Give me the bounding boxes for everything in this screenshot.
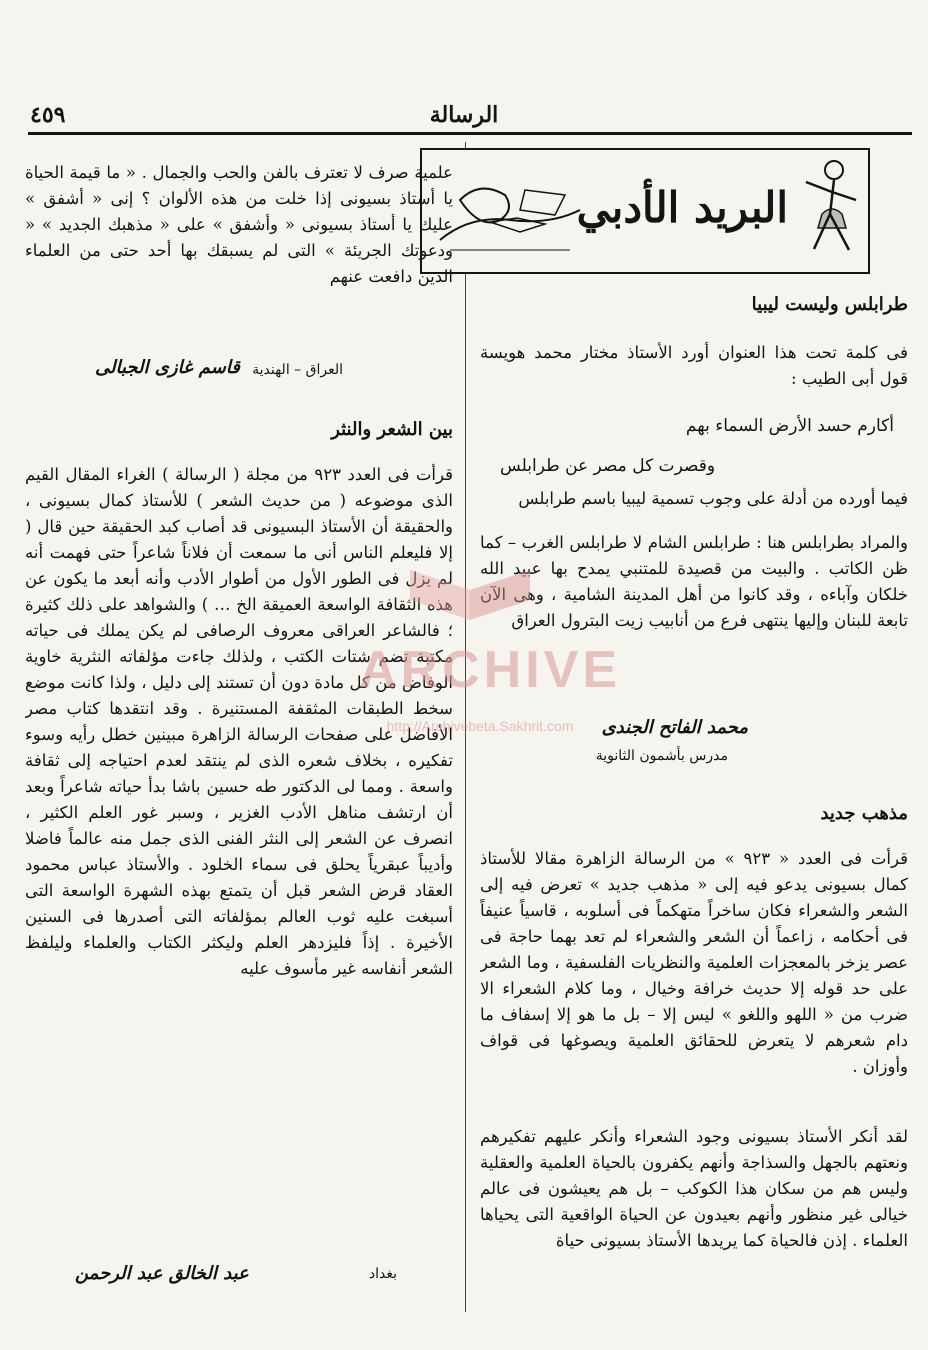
archive-book-logo-icon [400,560,540,630]
author-signature: قاسم غازى الجبالى [95,357,240,378]
author-signature: محمد الفاتح الجندى [601,717,748,738]
watermark-url: http://Archivebeta.Sakhrit.com [386,718,574,734]
illustration-reading-figure-icon [430,160,590,260]
header-rule [28,132,912,135]
article-paragraph: علمية صرف لا تعترف بالفن والحب والجمال . « ما قيمة الحياة يا أستاذ بسيونى إذا خلت من هذه الألوان ؟ إنى « أشفق » عليك يا أستاذ بسيونى « وأشفق » على « مذهبك الجديد » « ودعوتك الجريئة » التى لم يسبقك بها أحد حتى من العلماء الذين دافعت عنهم [25,163,453,286]
page-number: ٤٥٩ [30,102,66,128]
section-banner [420,148,870,274]
article-paragraph: لقد أنكر الأستاذ بسيونى وجود الشعراء وأنكر عليهم تفكيرهم ونعتهم بالجهل والسذاجة وأنهم يكفرون بالحياة العلمية والعقلية وليس هم من سكان هذا الكوكب – بل هم يعيشون فى عالم خيالى غير منظور وأنهم بعيدون عن الحياة الواقعية التى يحياها العلماء . إذن فالحياة كما يريدها الأستاذ بسيونى حياة [480,1127,908,1250]
article-paragraph: قرأت فى العدد « ٩٢٣ » من الرسالة الزاهرة مقالا للأستاذ كمال بسيونى يدعو فيه إلى « مذهب جديد » تعرض فيه إلى الشعر والشعراء فكان ساخراً متهكماً فى أسلوبه ، قاسياً عنيفاً فى أحكامه ، زاعماً أن الشعر والشعراء لم تعد بهما حاجة فى عصر يزخر بالمعجزات العلمية والنظريات الفلسفية ، وما الشعر على حد قوله إلا حديث خرافة وخيال ، وما كلام الشعراء الا ضرب من « اللهو واللغو » ليس إلا – بل ما هو إلا إسفاف ما دام شعرهم لا يتعرض للحقائق العلمية ويصوغها فى قواف وأوزان . [480,849,908,1076]
author-location: العراق – الهندية [252,362,343,378]
author-signature: عبد الخالق عبد الرحمن [75,1263,249,1284]
magazine-title: الرسالة [429,102,499,128]
verse-line: وقصرت كل مصر عن طرابلس [500,456,716,476]
author-location: بغداد [368,1266,397,1282]
article-paragraph: فى كلمة تحت هذا العنوان أورد الأستاذ مختار محمد هويسة قول أبى الطيب : [480,343,908,388]
verse-line: أكارم حسد الأرض السماء بهم [685,416,894,436]
watermark-text: ARCHIVE [358,641,622,699]
article-paragraph: فيما أورده من أدلة على وجوب تسمية ليبيا باسم طرابلس [518,489,908,508]
illustration-dancing-figure-icon [794,154,864,264]
author-role: مدرس بأشمون الثانوية [595,748,728,764]
article-paragraph: والمراد بطرابلس هنا : طرابلس الشام لا طرابلس الغرب – كما ظن الكاتب . والبيت من قصيدة للمتنبي يمدح بها عبيد الله خلكان وآباءه ، وقد كانوا من أهل المدينة الشامية ، وهى الآن تابعة للبنان وإليها ينتهى فرع من أنابيب زيت البترول العراق [480,533,908,630]
banner-title: البريد الأدبي [576,183,788,232]
article-heading: بين الشعر والنثر [331,419,453,440]
article-heading: طرابلس وليست ليبيا [751,294,908,315]
article-heading: مذهب جديد [820,803,908,824]
article-paragraph: قرأت فى العدد ٩٢٣ من مجلة ( الرسالة ) الغراء المقال القيم الذى موضوعه ( من حديث الشعر ) للأستاذ كمال بسيونى ، والحقيقة أن الأستاذ البسيونى قد أصاب كبد الحقيقة حين قال ( إلا فليعلم الناس أنى ما سمعت أن فلاناً شاعراً حتى فهمت أنه لم يزل فى الطور الأول من أطوار الأدب وأنه أبعد ما يكون عن هذه الثقافة الواسعة العميقة الخ … ) والشواهد على ذلك كثيرة ؛ فالشاعر العراقى معروف الرصافى لم يكن يملك فى حياته مكتبة تضم شتات الكتب ، ولذلك جاءت مؤلفاته النثرية خاوية الوفاض من كل مادة دون أن تستند إلى دليل ، ولذا كانت موضع سخط الطبقات المثقفة المستنيرة . وقد انتقدها كتاب مصر الأفاضل على صفحات الرسالة الزاهرة مبينين خطل رأيه وسوء تفكيره ، بخلاف شعره الذى لم ينتقد لعدم احتياجه إلى ثقافة واسعة . ومما لى الدكتور طه حسين باشا بدأ حياته شاعراً وبعد أن ارتشف مناهل الأدب الغزير ، وسبر غور العلم الكثير ، انصرف عن الشعر إلى النثر الفنى الذى جمل منه عالماً فاضلا وأديباً عبقرياً يحلق فى سماء الخلود . والأستاذ عباس محمود العقاد قرض الشعر قبل أن يتمتع بهذه الشهرة الواسعة التى أسبغت عليه ثوب العالم بمؤلفاته التى أصدرها فى السنين الأخيرة . إذاً فليزدهر العلم وليكثر الكتاب والعلماء وليلفظ الشعر أنفاسه غير مأسوف عليه [25,465,453,978]
